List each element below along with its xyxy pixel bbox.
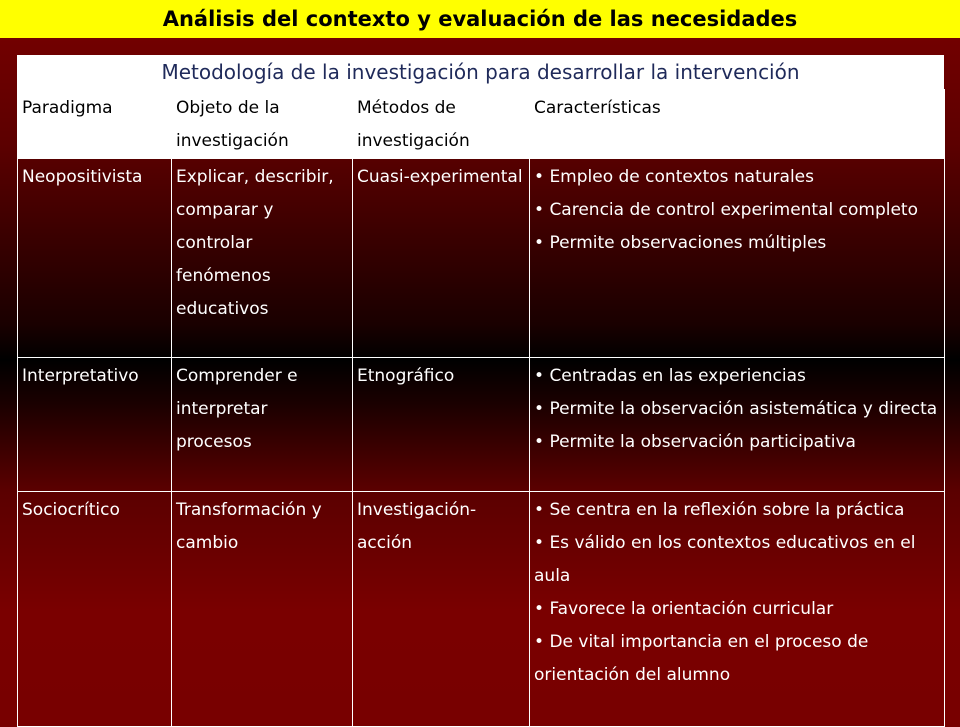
feature-item: • Centradas en las experiencias [534,360,940,393]
paradigm-cell: Neopositivista [18,159,172,358]
features-cell [530,159,945,358]
column-header-features: Características [530,90,945,159]
feature-item: • Carencia de control experimental completo [534,194,940,227]
feature-item: • Permite la observación asistemática y directa [534,393,940,426]
feature-item: • Permite la observación participativa [534,426,940,459]
column-header-paradigm: Paradigma [18,90,172,159]
column-header-object: Objeto de la investigación [172,90,353,159]
features-list [534,161,940,260]
object-cell: Transformación y cambio [172,492,353,727]
table-row [18,159,945,358]
feature-item: • De vital importancia en el proceso de orientación del alumno [534,626,940,692]
feature-item: • Favorece la orientación curricular [534,593,940,626]
feature-item: • Se centra en la reflexión sobre la práctica [534,494,940,527]
features-cell [530,358,945,492]
method-cell: Etnográfico [353,358,530,492]
method-cell: Cuasi-experimental [353,159,530,358]
object-cell: Comprender e interpretar procesos [172,358,353,492]
slide-title: Análisis del contexto y evaluación de las necesidades [162,7,798,31]
methodology-table [17,89,945,727]
paradigm-cell: Interpretativo [18,358,172,492]
slide-subtitle: Metodología de la investigación para desarrollar la intervención [161,60,800,84]
features-list [534,494,940,692]
feature-item: • Empleo de contextos naturales [534,161,940,194]
table-row [18,358,945,492]
paradigm-cell: Sociocrítico [18,492,172,727]
method-cell: Investigación-acción [353,492,530,727]
subtitle-banner [17,55,944,89]
features-cell [530,492,945,727]
object-cell: Explicar, describir, comparar y controlar fenómenos educativos [172,159,353,358]
feature-item: • Es válido en los contextos educativos en el aula [534,527,940,593]
features-list [534,360,940,459]
column-header-methods: Métodos de investigación [353,90,530,159]
title-banner [0,0,960,38]
table-header-row [18,90,945,159]
table-row [18,492,945,727]
feature-item: • Permite observaciones múltiples [534,227,940,260]
